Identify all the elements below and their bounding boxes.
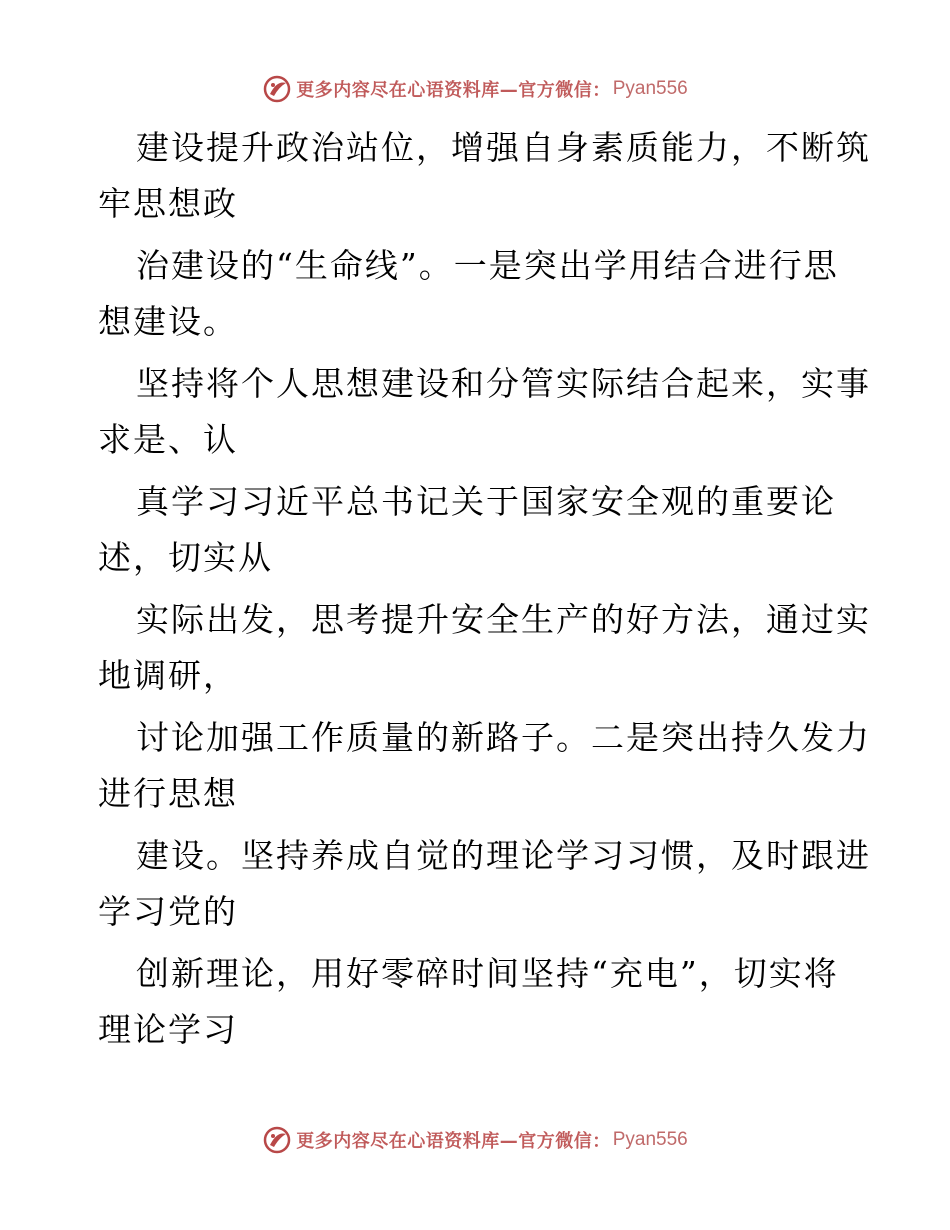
paragraph-line: 建设。坚持养成自觉的理论学习习惯，及时跟进	[136, 836, 871, 875]
paragraph-line: 真学习习近平总书记关于国家安全观的重要论	[136, 482, 836, 521]
paragraph-line: 创新理论，用好零碎时间坚持“充电”，切实将	[136, 954, 839, 993]
footer-banner	[0, 1122, 950, 1158]
banner-wechat-id: Pyan556	[612, 78, 688, 99]
paragraph	[98, 592, 871, 704]
paragraph-line: 坚持将个人思想建设和分管实际结合起来，实事	[136, 364, 871, 403]
paragraph-line: 讨论加强工作质量的新路子。二是突出持久发力	[136, 718, 871, 757]
banner-wechat-id: Pyan556	[612, 1129, 688, 1150]
logo-icon	[262, 1125, 292, 1155]
paragraph	[98, 474, 858, 586]
paragraph	[98, 238, 858, 350]
paragraph-line: 牢思想政	[98, 184, 238, 223]
paragraph-line: 进行思想	[98, 774, 238, 813]
paragraph-line: 地调研，	[98, 656, 238, 695]
paragraph-line: 建设提升政治站位，增强自身素质能力，不断筑	[136, 128, 871, 167]
paragraph-line: 述，切实从	[98, 538, 273, 577]
document-body	[98, 120, 871, 1064]
paragraph	[98, 710, 871, 822]
paragraph-line: 治建设的“生命线”。一是突出学用结合进行思	[136, 246, 839, 285]
paragraph-line: 想建设。	[98, 302, 238, 341]
paragraph	[98, 356, 871, 468]
banner-text: 更多内容尽在心语资料库—官方微信：	[296, 1131, 611, 1152]
paragraph	[98, 828, 871, 940]
banner-text: 更多内容尽在心语资料库—官方微信：	[296, 80, 611, 101]
paragraph-line: 求是、认	[98, 420, 238, 459]
paragraph-line: 学习党的	[98, 892, 238, 931]
paragraph	[98, 946, 858, 1058]
paragraph-line: 实际出发，思考提升安全生产的好方法，通过实	[136, 600, 871, 639]
logo-icon	[262, 74, 292, 104]
paragraph-line: 理论学习	[98, 1010, 238, 1049]
paragraph	[98, 120, 871, 232]
header-banner	[0, 71, 950, 107]
